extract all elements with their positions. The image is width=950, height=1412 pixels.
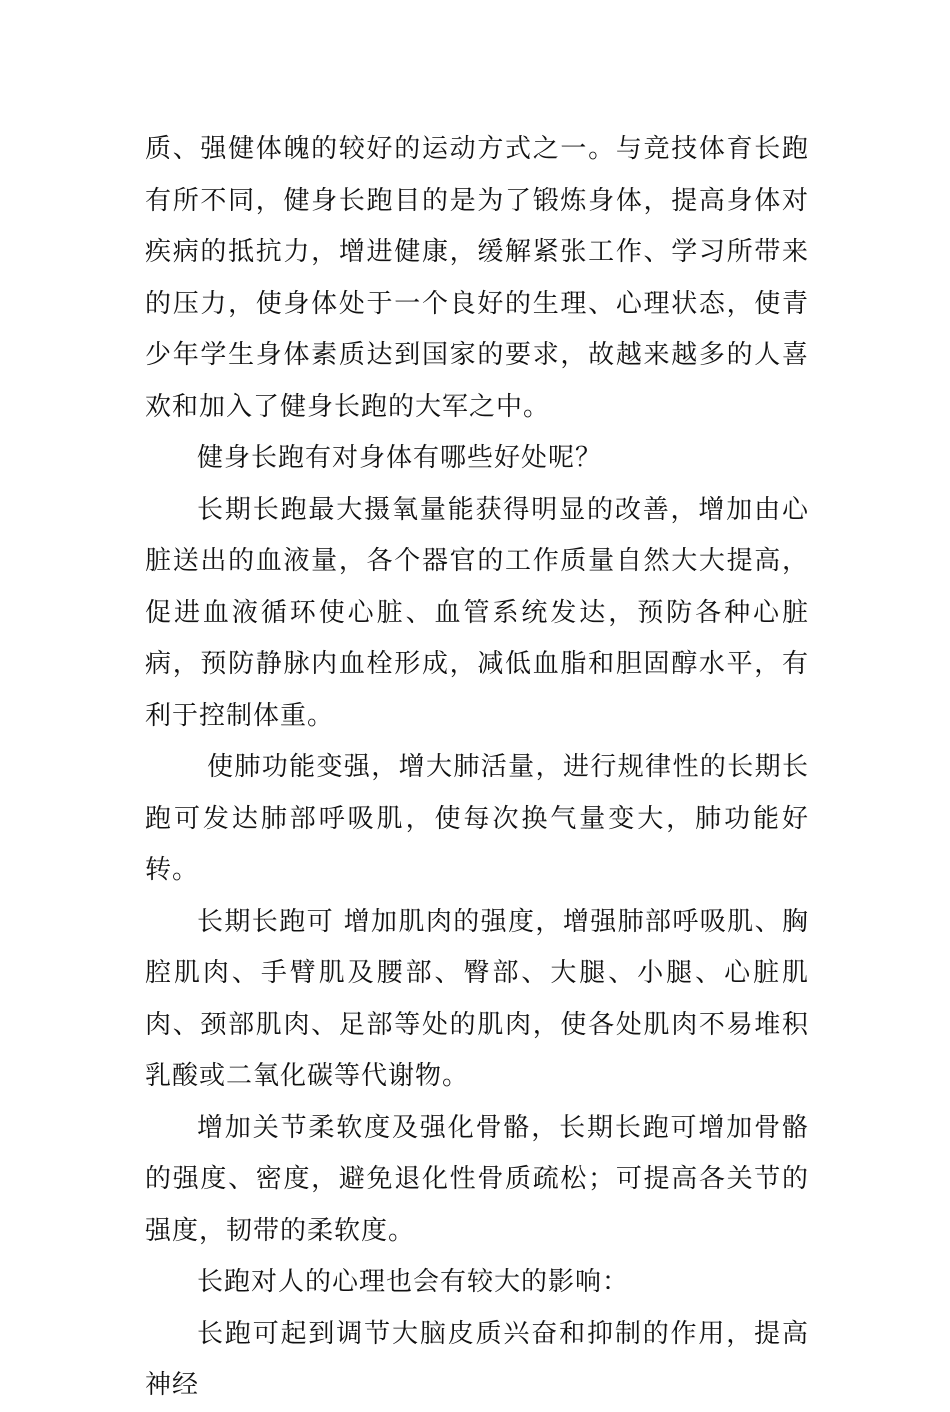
paragraph-7: 长跑对人的心理也会有较大的影响： <box>197 1267 630 1297</box>
paragraph-2: 健身长跑有对身体有哪些好处呢？ <box>197 443 603 473</box>
document-body <box>145 124 809 1412</box>
paragraph-3: 长期长跑最大摄氧量能获得明显的改善，增加由心脏送出的血液量，各个器官的工作质量自然大大提高，促进血液循环使心脏、血管系统发达，预防各种心脏病，预防静脉内血栓形成，减低血脂和胆固醇水平，有利于控制体重。 <box>145 494 809 731</box>
paragraph-8: 长跑可起到调节大脑皮质兴奋和抑制的作用，提高神经 <box>145 1318 809 1400</box>
paragraph-4: 使肺功能变强，增大肺活量，进行规律性的长期长跑可发达肺部呼吸肌，使每次换气量变大，肺功能好转。 <box>145 752 809 885</box>
paragraph-6: 增加关节柔软度及强化骨骼，长期长跑可增加骨骼的强度、密度，避免退化性骨质疏松；可提高各关节的强度，韧带的柔软度。 <box>145 1112 809 1246</box>
paragraph-1: 质、强健体魄的较好的运动方式之一。与竞技体育长跑有所不同，健身长跑目的是为了锻炼身体，提高身体对疾病的抵抗力，增进健康，缓解紧张工作、学习所带来的压力，使身体处于一个良好的生理、心理状态，使青少年学生身体素质达到国家的要求，故越来越多的人喜欢和加入了健身长跑的大军之中。 <box>145 134 809 422</box>
paragraph-5: 长期长跑可 增加肌肉的强度，增强肺部呼吸肌、胸腔肌肉、手臂肌及腰部、臀部、大腿、小腿、心脏肌肉、颈部肌肉、足部等处的肌肉，使各处肌肉不易堆积乳酸或二氧化碳等代谢物。 <box>145 906 809 1091</box>
